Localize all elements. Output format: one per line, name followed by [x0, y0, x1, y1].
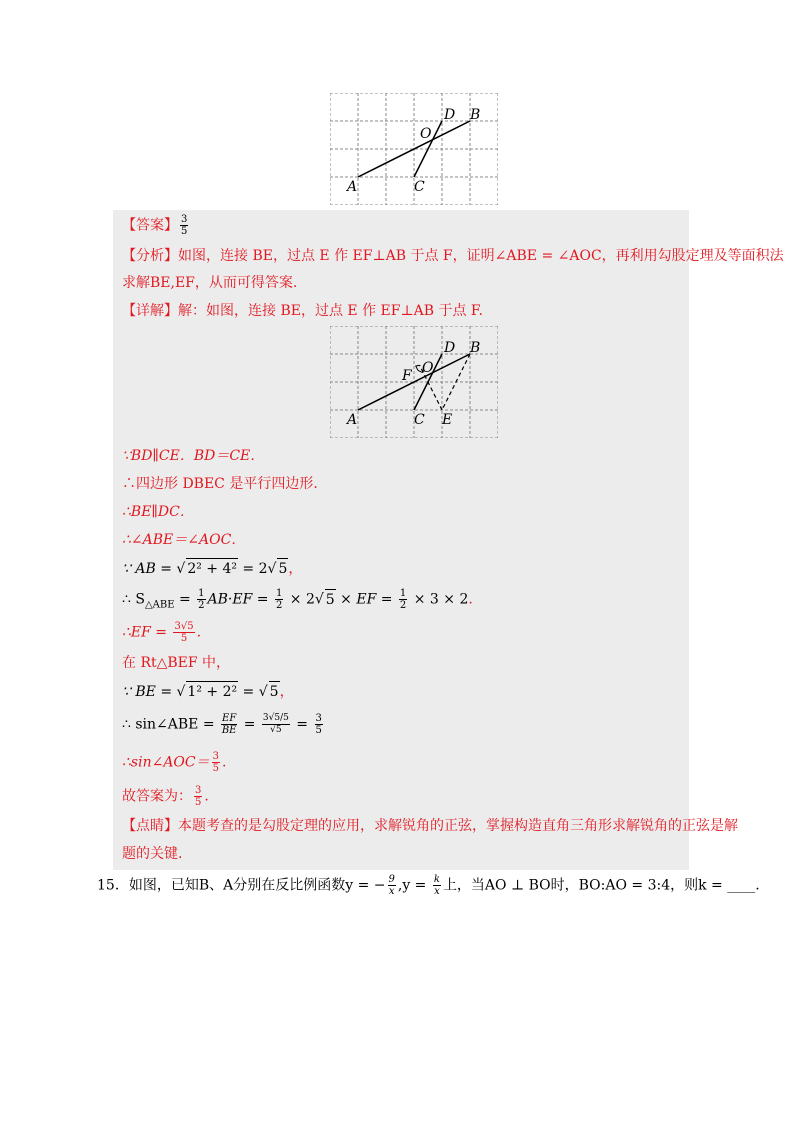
step-10: ∴ sin∠ABE = $\frac{EF}{BE}$ = $\frac{3√5/5}{√5}$ = $\frac{3}{5}$ [122, 713, 322, 736]
label-A: A [347, 412, 358, 428]
grid-figure-solution [330, 326, 498, 438]
question-15: 15．如图，已知B、A分别在反比例函数y = − $\frac{9}{x}$ ,y = $\frac{k}{x}$ 上，当AO ⊥ BO时，BO:AO = 3:4，则k = ____. [97, 874, 760, 897]
step-2: ∴四边形 DBEC 是平行四边形. [122, 476, 318, 492]
step-11: ∴sin∠AOC＝ $\frac{3}{5}$ . [122, 751, 227, 774]
step-4: ∴∠ABE＝∠AOC． [122, 532, 246, 548]
label-B: B [470, 340, 481, 356]
label-C: C [414, 412, 425, 428]
detail-label: 【详解】 [122, 303, 178, 319]
label-C: C [414, 179, 425, 195]
label-A: A [347, 179, 358, 195]
analysis-label: 【分析】 [122, 248, 178, 264]
step-9: ∵ BE = √ 1² + 2² = √ 5， [122, 681, 294, 702]
comment-line-1: 【点睛】本题考查的是勾股定理的应用，求解锐角的正弦，掌握构造直角三角形求解锐角的正弦是解 [122, 818, 738, 834]
answer-fraction: $\frac{3}{5}$ [181, 214, 188, 237]
comment-label: 【点睛】 [122, 818, 178, 834]
label-F: F [402, 368, 412, 384]
grid-figure-top [330, 93, 498, 205]
detail-line: 【详解】解：如图，连接 BE，过点 E 作 EF⊥AB 于点 F. [122, 303, 483, 319]
label-B: B [470, 107, 481, 123]
label-D: D [444, 107, 456, 123]
step-7: ∴EF = $\frac{3√5}{5}$ . [122, 621, 202, 644]
label-E: E [442, 412, 453, 428]
step-1: ∵BD∥CE．BD＝CE． [122, 448, 265, 464]
analysis-line-1: 【分析】如图，连接 BE，过点 E 作 EF⊥AB 于点 F，证明∠ABE = ∠AOC，再利用勾股定理及等面积法 [122, 248, 784, 264]
label-O: O [422, 360, 434, 376]
answer-label: 【答案】 [122, 217, 178, 234]
question-number: 15． [97, 877, 129, 894]
label-D: D [444, 340, 456, 356]
analysis-line-2: 求解BE,EF，从而可得答案. [122, 275, 298, 291]
label-O: O [420, 126, 432, 142]
step-3: ∴BE∥DC． [122, 504, 194, 520]
step-5: ∵ AB = √ 2² + 4² = 2√ 5， [122, 558, 302, 579]
answer-line [122, 214, 190, 237]
comment-line-2: 题的关键. [122, 846, 183, 862]
step-8: 在 Rt△BEF 中， [122, 655, 231, 671]
step-6: ∴ $S_{\triangle ABE}$ = $\frac{1}{2}$ AB·EF = $\frac{1}{2}$ × 2√ 5 × EF = $\frac{1}{2}$ × 3 × 2. [122, 588, 473, 611]
step-12: 故答案为： $\frac{3}{5}$ . [122, 785, 209, 808]
